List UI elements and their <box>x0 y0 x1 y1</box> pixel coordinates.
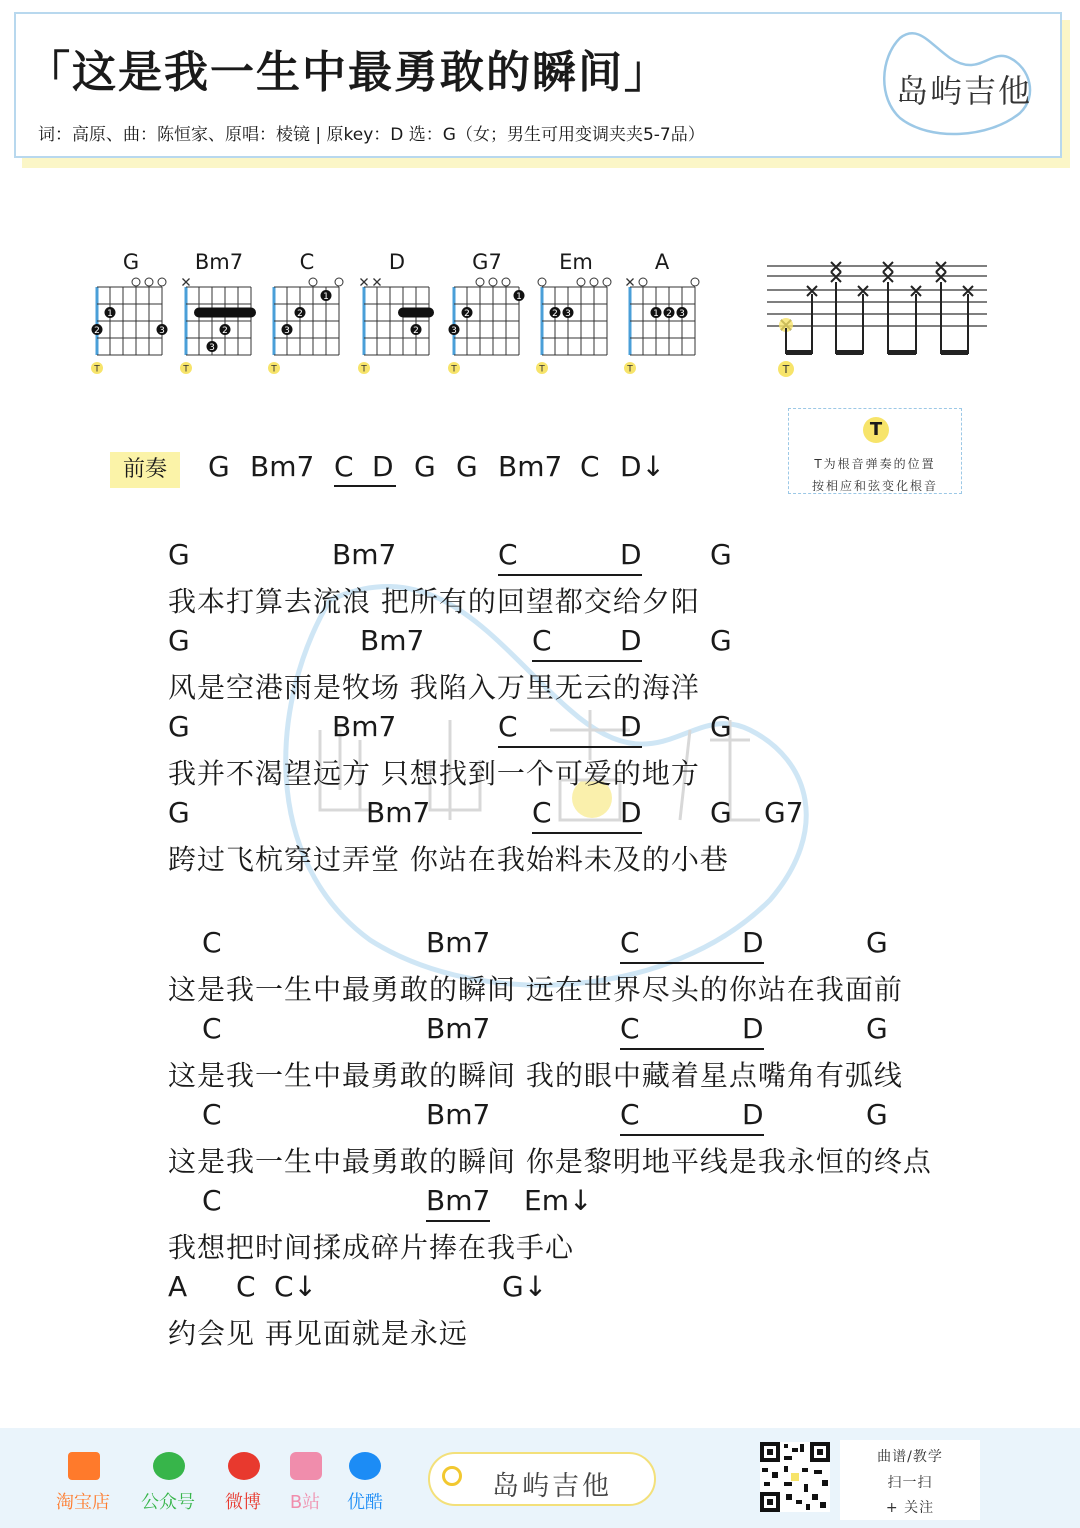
chorus-chord: G <box>866 926 888 959</box>
qr-line-1: 曲谱/教学 <box>877 1449 943 1465</box>
verse-chord: D <box>620 710 642 743</box>
svg-text:1: 1 <box>516 292 522 302</box>
verse-chord: Bm7 <box>360 624 425 657</box>
chord-name: A <box>654 250 670 274</box>
verse-chord: G7 <box>764 796 804 829</box>
chord-grid <box>536 278 611 375</box>
chord-underline <box>620 1048 764 1050</box>
svg-text:1: 1 <box>107 309 113 319</box>
footer-link-taobao[interactable]: 淘宝店 <box>56 1492 110 1513</box>
verse-chord: G <box>168 796 190 829</box>
verse-chord: Bm7 <box>366 796 431 829</box>
chord-grids <box>0 240 760 380</box>
brand-logo-text: 岛屿吉他 <box>896 72 1033 110</box>
verse-chord: G <box>710 624 732 657</box>
verse-chord: D <box>620 796 642 829</box>
chord-grid <box>624 278 699 375</box>
svg-text:2: 2 <box>413 326 419 336</box>
chord-diagrams <box>0 240 760 380</box>
svg-text:3: 3 <box>451 326 457 336</box>
chord-underline <box>498 746 642 748</box>
youku-icon[interactable] <box>349 1452 381 1480</box>
svg-text:1: 1 <box>653 309 659 319</box>
strum-root-marker: T <box>782 363 790 376</box>
svg-text:T: T <box>539 364 545 375</box>
search-box[interactable] <box>428 1452 656 1506</box>
intro-chord: D↓ <box>620 450 666 483</box>
verse-chord: G <box>710 710 732 743</box>
song-title: 「这是我一生中最勇敢的瞬间」 <box>26 47 670 98</box>
intro-chord: D <box>372 450 394 483</box>
verse-lyric: 跨过飞杭穿过弄堂 你站在我始料未及的小巷 <box>168 843 729 876</box>
chord-name: G <box>122 250 140 274</box>
svg-text:3: 3 <box>284 326 290 336</box>
verse-chord: G <box>168 710 190 743</box>
chorus-chord: Bm7 <box>426 926 491 959</box>
verse-lyric: 我并不渴望远方 只想找到一个可爱的地方 <box>168 757 700 790</box>
strum-pattern <box>765 258 995 382</box>
chorus-chord: G <box>866 1012 888 1045</box>
chorus-chord: Bm7 <box>426 1184 491 1217</box>
footer-link-bilibili[interactable]: B站 <box>289 1492 321 1513</box>
svg-text:2: 2 <box>666 309 672 319</box>
verse-chord: G <box>710 796 732 829</box>
chorus-chord: C <box>202 1184 222 1217</box>
chorus-chord: C <box>202 926 222 959</box>
chorus-lyric: 我想把时间揉成碎片捧在我手心 <box>168 1231 575 1264</box>
chord-grid <box>91 278 168 375</box>
chorus-chord: C <box>202 1012 222 1045</box>
intro-label: 前奏 <box>110 452 180 488</box>
intro-chord: C <box>334 450 354 483</box>
intro-chord: G <box>414 450 436 483</box>
chorus-chord: A <box>168 1270 188 1303</box>
svg-text:T: T <box>183 364 189 375</box>
chord-name: Em <box>559 250 593 274</box>
verse-chord: C <box>498 710 518 743</box>
svg-text:1: 1 <box>323 292 329 302</box>
verse-chord: G <box>168 624 190 657</box>
chord-underline <box>426 1220 490 1222</box>
chord-grid <box>448 278 525 375</box>
qr-line-2: 扫一扫 <box>887 1475 933 1491</box>
svg-text:2: 2 <box>222 326 228 336</box>
verse-chord: C <box>498 538 518 571</box>
verse-chord: D <box>620 624 642 657</box>
chord-underline <box>620 1134 764 1136</box>
svg-text:3: 3 <box>679 309 685 319</box>
chorus-chord: Bm7 <box>426 1012 491 1045</box>
footer-link-youku[interactable]: 优酷 <box>347 1492 383 1513</box>
verse-chord: D <box>620 538 642 571</box>
legend-line-2: 按相应和弦变化根音 <box>811 479 938 493</box>
svg-text:2: 2 <box>297 309 303 319</box>
root-marker-icon: T <box>863 417 889 443</box>
svg-text:3: 3 <box>565 309 571 319</box>
chord-underline <box>620 962 764 964</box>
chorus-chord: D <box>742 926 764 959</box>
intro-chord: G <box>208 450 230 483</box>
wechat-icon[interactable] <box>153 1452 185 1480</box>
svg-text:2: 2 <box>464 309 470 319</box>
chord-underline <box>334 485 396 487</box>
chord-underline <box>532 832 642 834</box>
chorus-lyric: 这是我一生中最勇敢的瞬间 你是黎明地平线是我永恒的终点 <box>168 1145 932 1178</box>
verse-lyric: 风是空港雨是牧场 我陷入万里无云的海洋 <box>168 671 700 704</box>
chord-name: D <box>388 250 406 274</box>
legend-line-1: T为根音弹奏的位置 <box>814 457 936 471</box>
chord-name: C <box>299 250 315 274</box>
svg-text:3: 3 <box>209 343 215 353</box>
svg-text:T: T <box>451 364 457 375</box>
qr-code-icon[interactable] <box>760 1442 830 1512</box>
svg-text:T: T <box>94 364 100 375</box>
search-text: 岛屿吉他 <box>492 1471 612 1502</box>
chord-grid <box>180 279 256 375</box>
qr-line-3: + 关注 <box>885 1500 935 1516</box>
verse-chord: Bm7 <box>332 538 397 571</box>
chorus-chord: C <box>236 1270 256 1303</box>
verse-chord: Bm7 <box>332 710 397 743</box>
weibo-icon[interactable] <box>228 1452 260 1480</box>
svg-text:T: T <box>627 364 633 375</box>
taobao-icon[interactable] <box>68 1452 100 1480</box>
chord-name: G7 <box>472 250 502 274</box>
root-legend <box>788 408 962 494</box>
footer-link-wechat[interactable]: 公众号 <box>141 1492 195 1513</box>
svg-text:2: 2 <box>552 309 558 319</box>
chorus-chord: G <box>866 1098 888 1131</box>
chord-name: Bm7 <box>194 250 244 274</box>
intro-chord: Bm7 <box>498 450 563 483</box>
chorus-lyric: 这是我一生中最勇敢的瞬间 远在世界尽头的你站在我面前 <box>168 973 903 1006</box>
verse-lyric: 我本打算去流浪 把所有的回望都交给夕阳 <box>168 585 700 618</box>
svg-text:3: 3 <box>159 326 165 336</box>
footer-link-weibo[interactable]: 微博 <box>225 1492 261 1513</box>
chord-grid <box>358 279 434 375</box>
chorus-chord: Bm7 <box>426 1098 491 1131</box>
chord-underline <box>498 574 642 576</box>
chorus-chord: G↓ <box>502 1270 548 1303</box>
bilibili-icon[interactable] <box>290 1452 322 1480</box>
qr-caption <box>840 1440 980 1520</box>
verse-chord: C <box>532 796 552 829</box>
chorus-chord: C <box>620 1098 640 1131</box>
chorus-lyric: 这是我一生中最勇敢的瞬间 我的眼中藏着星点嘴角有弧线 <box>168 1059 903 1092</box>
chorus-chord: C <box>202 1098 222 1131</box>
svg-text:T: T <box>271 364 277 375</box>
chorus-lyric: 约会见 再见面就是永远 <box>168 1317 468 1350</box>
intro-chord: C <box>580 450 600 483</box>
chorus-chord: C <box>620 926 640 959</box>
verse-chord: G <box>168 538 190 571</box>
chorus-chord: D <box>742 1098 764 1131</box>
chorus-chord: C↓ <box>274 1270 318 1303</box>
intro-chord: Bm7 <box>250 450 315 483</box>
chorus-chord: C <box>620 1012 640 1045</box>
chord-underline <box>532 660 642 662</box>
song-credits: 词：高原、曲：陈恒家、原唱：棱镜 | 原key：D 选：G（女；男生可用变调夹夹5-7品） <box>38 125 705 145</box>
verse-chord: C <box>532 624 552 657</box>
search-icon <box>442 1466 462 1486</box>
chorus-chord: D <box>742 1012 764 1045</box>
svg-text:2: 2 <box>94 326 100 336</box>
verse-chord: G <box>710 538 732 571</box>
chorus-chord: Em↓ <box>524 1184 593 1217</box>
intro-chord: G <box>456 450 478 483</box>
svg-text:T: T <box>361 364 367 375</box>
chord-grid <box>268 278 343 375</box>
